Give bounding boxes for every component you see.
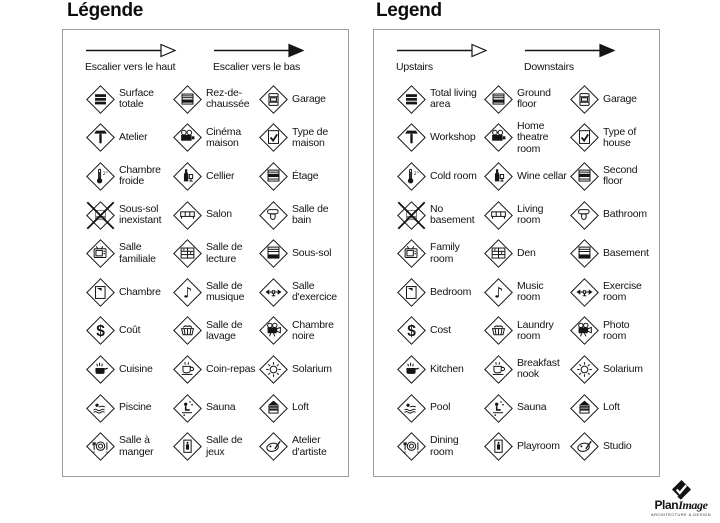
legend-item-second-floor [569,157,649,196]
legend-item-label: Chambre [119,285,161,298]
legend-item-label: Salle de lavage [206,318,243,342]
legend-item-label: Sauna [517,401,547,414]
ground-floor-icon [172,84,203,115]
workshop-icon [396,122,427,153]
living-room-icon [172,200,203,231]
legend-item-label: Total living area [430,87,477,111]
legend-items-grid [396,80,649,466]
arrow-label: Escalier vers le haut [85,61,176,73]
cost-icon [85,315,116,346]
legend-item-loft [258,389,337,428]
legend-item-label: Loft [603,401,620,414]
total-living-area-icon [396,84,427,115]
bathroom-icon [258,200,289,231]
home-theatre-room-icon [172,122,203,153]
bedroom-icon [85,277,116,308]
legend-item-type-of-house [258,119,337,158]
legend-item-basement [258,234,337,273]
stairs-down-legend [213,43,325,73]
legend-item-label: Cold room [430,169,477,182]
cost-icon [396,315,427,346]
second-floor-icon [258,161,289,192]
legend-item-label: Loft [292,401,309,414]
svg-text:2°: 2° [413,172,419,178]
legend-item-label: No basement [430,202,475,227]
legend-item-dining-room [396,427,482,466]
legend-item-label: Den [517,247,536,260]
legend-item-wine-cellar [172,157,257,196]
legend-item-label: Ground floor [517,87,551,111]
sauna-icon [172,393,203,424]
legend-item-label: Salle familiale [119,241,156,265]
legend-item-cold-room [396,157,482,196]
legend-item-label: Sous-sol [292,247,332,260]
dining-room-icon [85,431,116,462]
ground-floor-icon [483,84,514,115]
stair-arrows [85,43,328,73]
garage-icon [258,84,289,115]
legend-item-studio [569,427,649,466]
legend-item-label: Rez-de-chaussée [206,87,250,111]
legend-title-french: Légende [67,0,144,21]
legend-item-label: Chambre noire [292,318,334,342]
arrow-label: Escalier vers le bas [213,61,301,73]
legend-item-label: Studio [603,440,632,453]
family-room-icon [85,238,116,269]
legend-item-label: Salle de musique [206,280,245,304]
legend-item-label: Salle de bain [292,202,329,227]
svg-text:♪: ♪ [183,284,193,302]
legend-item-music-room [172,273,257,312]
legend-item-ground-floor [172,80,257,119]
svg-text:♪: ♪ [494,284,504,302]
legend-item-no-basement [85,196,171,235]
legend-item-cost [85,312,171,351]
legend-item-workshop [396,119,482,158]
cold-room-icon [396,161,427,192]
legend-item-label: Cuisine [119,362,153,375]
legend-item-basement [569,234,649,273]
exercise-room-icon [569,277,600,308]
legend-item-bathroom [258,196,337,235]
legend-item-label: Salon [206,208,232,221]
legend-item-label: Salle de jeux [206,434,243,458]
arrow-label: Downstairs [524,61,574,73]
sauna-icon [483,393,514,424]
den-icon [483,238,514,269]
basement-icon [258,238,289,269]
legend-item-label: Surface totale [119,87,154,111]
pool-icon [85,393,116,424]
kitchen-icon [85,354,116,385]
legend-item-breakfast-nook [172,350,257,389]
studio-icon [569,431,600,462]
legend-item-label: Second floor [603,164,638,188]
legend-item-no-basement [396,196,482,235]
solarium-icon [258,354,289,385]
legend-item-sauna [483,389,568,428]
breakfast-nook-icon [483,354,514,385]
legend-item-home-theatre-room [483,119,568,158]
second-floor-icon [569,161,600,192]
legend-item-cost [396,312,482,351]
legend-item-label: Kitchen [430,362,464,375]
legend-item-label: Music room [517,280,544,304]
legend-item-label: Solarium [292,362,332,375]
type-of-house-icon [258,122,289,153]
playroom-icon [483,431,514,462]
legend-panel-french [62,29,349,477]
legend-item-label: Cellier [206,169,235,182]
legend-item-label: Atelier [119,131,148,144]
legend-item-label: Garage [292,92,326,105]
legend-item-second-floor [258,157,337,196]
legend-item-label: Basement [603,247,649,260]
legend-item-ground-floor [483,80,568,119]
playroom-icon [172,431,203,462]
planimage-logo [646,479,716,517]
kitchen-icon [396,354,427,385]
legend-item-den [172,234,257,273]
legend-item-sauna [172,389,257,428]
legend-item-label: Coût [119,324,141,337]
stairs-down-arrow-icon [524,43,636,58]
stairs-up-arrow-icon [396,43,508,58]
legend-item-type-of-house [569,119,649,158]
legend-item-wine-cellar [483,157,568,196]
legend-item-label: Bathroom [603,208,647,221]
legend-item-home-theatre-room [172,119,257,158]
legend-item-laundry-room [483,312,568,351]
wine-cellar-icon [172,161,203,192]
laundry-room-icon [483,315,514,346]
legend-item-music-room [483,273,568,312]
basement-icon [569,238,600,269]
legend-item-bedroom [85,273,171,312]
legend-item-exercise-room [569,273,649,312]
legend-item-solarium [569,350,649,389]
legend-item-laundry-room [172,312,257,351]
legend-item-label: Playroom [517,440,560,453]
legend-item-solarium [258,350,337,389]
legend-item-label: Cinéma maison [206,125,241,149]
legend-item-label: Type of house [603,125,637,149]
legend-item-label: Dining room [430,434,459,458]
stairs-down-arrow-icon [213,43,325,58]
music-room-icon [483,277,514,308]
legend-item-label: Salle de lecture [206,241,243,265]
svg-text:2°: 2° [102,172,108,178]
legend-item-photo-room [569,312,649,351]
legend-item-label: Living room [517,202,544,227]
planimage-tagline: ARCHITECTURE & DESIGN [651,512,711,517]
legend-item-garage [569,80,649,119]
legend-item-exercise-room [258,273,337,312]
loft-icon [569,393,600,424]
arrow-label: Upstairs [396,61,433,73]
loft-icon [258,393,289,424]
legend-item-family-room [396,234,482,273]
legend-items-grid [85,80,337,466]
type-of-house-icon [569,122,600,153]
bedroom-icon [396,277,427,308]
legend-item-label: Sous-sol inexistant [119,202,162,227]
photo-room-icon [258,315,289,346]
stairs-up-legend [85,43,197,73]
legend-item-label: Garage [603,92,637,105]
legend-item-family-room [85,234,171,273]
legend-item-label: Cost [430,324,451,337]
legend-item-label: Salle d'exercice [292,280,337,304]
legend-item-label: Atelier d'artiste [292,434,327,458]
pool-icon [396,393,427,424]
planimage-wordmark: PlanImage [654,498,708,512]
legend-item-label: Home theatre room [517,120,549,155]
legend-item-kitchen [85,350,171,389]
total-living-area-icon [85,84,116,115]
family-room-icon [396,238,427,269]
legend-item-cold-room [85,157,171,196]
legend-item-label: Étage [292,169,319,182]
legend-title-english: Legend [376,0,442,21]
music-room-icon [172,277,203,308]
home-theatre-room-icon [483,122,514,153]
svg-text:$: $ [96,323,105,341]
breakfast-nook-icon [172,354,203,385]
studio-icon [258,431,289,462]
legend-item-label: Photo room [603,318,630,342]
legend-item-studio [258,427,337,466]
svg-text:$: $ [407,323,416,341]
legend-item-label: Bedroom [430,285,472,298]
garage-icon [569,84,600,115]
no-basement-icon [85,200,116,231]
laundry-room-icon [172,315,203,346]
workshop-icon [85,122,116,153]
stairs-up-arrow-icon [85,43,197,58]
legend-panel-english [373,29,660,477]
living-room-icon [483,200,514,231]
legend-item-den [483,234,568,273]
legend-item-total-living-area [85,80,171,119]
legend-item-workshop [85,119,171,158]
legend-item-garage [258,80,337,119]
photo-room-icon [569,315,600,346]
planimage-check-icon [671,479,692,500]
legend-item-label: Sauna [206,401,236,414]
solarium-icon [569,354,600,385]
legend-item-kitchen [396,350,482,389]
den-icon [172,238,203,269]
legend-item-dining-room [85,427,171,466]
legend-item-playroom [483,427,568,466]
legend-item-label: Workshop [430,131,476,144]
legend-item-label: Solarium [603,362,643,375]
legend-item-pool [396,389,482,428]
wine-cellar-icon [483,161,514,192]
legend-item-bedroom [396,273,482,312]
legend-item-bathroom [569,196,649,235]
legend-item-label: Breakfast nook [517,357,560,381]
legend-item-living-room [483,196,568,235]
legend-item-living-room [172,196,257,235]
legend-item-label: Coin-repas [206,362,256,375]
exercise-room-icon [258,277,289,308]
cold-room-icon [85,161,116,192]
stairs-down-legend [524,43,636,73]
legend-item-playroom [172,427,257,466]
bathroom-icon [569,200,600,231]
no-basement-icon [396,200,427,231]
stairs-up-legend [396,43,508,73]
legend-item-label: Wine cellar [517,169,567,182]
legend-item-label: Exercise room [603,280,642,304]
dining-room-icon [396,431,427,462]
legend-item-label: Laundry room [517,318,554,342]
legend-item-photo-room [258,312,337,351]
legend-item-breakfast-nook [483,350,568,389]
legend-item-total-living-area [396,80,482,119]
legend-item-label: Salle à manger [119,434,154,458]
legend-item-label: Type de maison [292,125,328,149]
legend-item-label: Family room [430,241,460,265]
legend-item-label: Pool [430,401,451,414]
legend-item-label: Chambre froide [119,164,161,188]
legend-item-label: Piscine [119,401,152,414]
legend-item-loft [569,389,649,428]
legend-item-pool [85,389,171,428]
stair-arrows [396,43,639,73]
